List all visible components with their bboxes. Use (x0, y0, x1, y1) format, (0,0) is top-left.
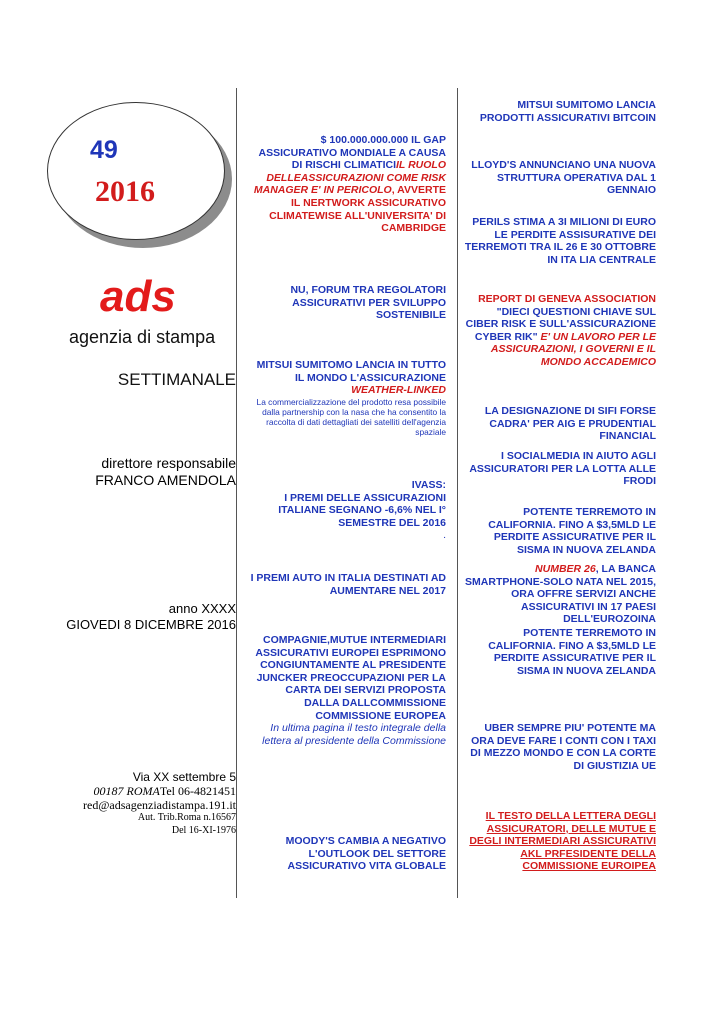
number26-label: NUMBER 26 (535, 563, 596, 575)
headline-moodys: MOODY'S CAMBIA A NEGATIVO L'OUTLOOK DEL SETTORE ASSICURATIVO VITA GLOBALE (285, 835, 446, 873)
headline-terremoto-2: POTENTE TERREMOTO IN CALIFORNIA. FINO A $3,5MLD LE PERDITE ASSICURATIVE PER IL SISMA IN NUOVA ZELANDA (488, 627, 656, 677)
geneva-blue: "DIECI QUESTIONI CHIAVE SUL CIBER RISK E SULL'ASSICURAZIONE CYBER RIK" (465, 305, 656, 343)
ivass-title: IVASS: (411, 479, 446, 491)
headline-terremoto-1: POTENTE TERREMOTO IN CALIFORNIA. FINO A $3,5MLD LE PERDITE ASSICURATIVE PER IL SISMA IN NUOVA ZELANDA (488, 506, 656, 556)
director-role: direttore responsabile (101, 455, 236, 471)
headline-socialmedia: I SOCIALMEDIA IN AIUTO AGLI ASSICURATORI PER LA LOTTA ALLE FRODI (469, 450, 656, 488)
weather-linked-label: WEATHER-LINKED (351, 384, 446, 397)
headline-number26: NUMBER 26, LA BANCA SMARTPHONE-SOLO NATA NEL 2015, ORA OFFRE SERVIZI ANCHE ASSICURATIVI IN 17 PAESI DELL'EUROZOINA (465, 563, 656, 626)
geneva-red: REPORT DI GENEVA ASSOCIATION (478, 293, 656, 305)
headline-nu-forum: NU, FORUM TRA REGOLATORI ASSICURATIVI PER SVILUPPO SOSTENIBILE (290, 284, 446, 322)
weather-linked-body: La commercializzazione del prodotto resa possibile dalla partnership con la nasa che ha consentito la raccolta di dati dettagliati dei satelliti dell'agenzia spaziale (256, 396, 446, 437)
ivass-body: I PREMI DELLE ASSICURAZIONI ITALIANE SEGNANO -6,6% NEL I° SEMESTRE DEL 2016 (278, 491, 446, 529)
headline-compagnie-mutue: COMPAGNIE,MUTUE INTERMEDIARI ASSICURATIVI EUROPEI ESPRIMONO CONGIUNTAMENTE AL PRESIDENTE JUNCKER PREOCCUPAZIONI PER LA CARTA DEI SERVIZI PROPOSTA DALLA DALLCOMMISSIONE COMMISSIONE EUROPEA In ultima pagina il testo integrale della lettera al presidente della Commissione (250, 634, 446, 747)
headline-weather-linked: MITSUI SUMITOMO LANCIA IN TUTTO IL MONDO L'ASSICURAZIONE WEATHER-LINKED La commercializzazione del prodotto resa possibile dalla partnership con la nasa che ha consentito la raccolta di dati dettagliati dei satelliti dell'agenzia spaziale (250, 359, 446, 437)
headline-gap-red: , AVVERTE IL NERTWORK ASSICURATIVO CLIMATEWISE ALL'UNIVERSITA' DI CAMBRIDGE (269, 184, 446, 235)
contact-phone: Tel 06-4821451 (159, 784, 236, 798)
issue-date: GIOVEDI 8 DICEMBRE 2016 (66, 617, 236, 632)
issue-year: 2016 (95, 175, 155, 208)
headline-geneva-association (464, 293, 656, 369)
headline-gap-red-italic: IL RUOLO DELLEASSICURAZIONI COME RISK MANAGER E' IN PERICOLO (253, 159, 446, 197)
headline-lloyds: LLOYD'S ANNUNCIANO UNA NUOVA STRUTTURA OPERATIVA DAL 1 GENNAIO (471, 159, 656, 197)
headline-mitsui-bitcoin: MITSUI SUMITOMO LANCIA PRODOTTI ASSICURATIVI BITCOIN (479, 99, 656, 124)
headline-ivass: IVASS: I PREMI DELLE ASSICURAZIONI ITALIANE SEGNANO -6,6% NEL I° SEMESTRE DEL 2016 . (278, 479, 446, 542)
year-label: anno XXXX (168, 601, 236, 616)
issue-number: 49 (90, 136, 118, 164)
column-divider-right (457, 88, 458, 898)
frequency-label: SETTIMANALE (117, 370, 236, 389)
contact-email[interactable]: red@adsagenziadistampa.191.it (83, 798, 236, 812)
headline-sifi: LA DESIGNAZIONE DI SIFI FORSE CADRA' PER AIG E PRUDENTIAL FINANCIAL (484, 405, 656, 443)
ads-logo: ads (100, 272, 176, 321)
contact-address: Via XX settembre 5 (132, 770, 236, 784)
headline-perils: PERILS STIMA A 3I MILIONI DI EURO LE PERDITE ASSISURATIVE DEI TERREMOTI TRA IL 26 E 30 OTTOBRE IN ITA LIA CENTRALE (464, 216, 656, 266)
headline-premi-auto: I PREMI AUTO IN ITALIA DESTINATI AD AUMENTARE NEL 2017 (250, 572, 446, 597)
contact-phone-line (94, 784, 236, 799)
contact-authorization: Aut. Trib.Roma n.16567 (137, 812, 236, 823)
director-name: FRANCO AMENDOLA (95, 472, 236, 488)
headline-uber: UBER SEMPRE PIU' POTENTE MA ORA DEVE FARE I CONTI CON I TAXI DI MEZZO MONDO E CON LA CORTE DI GIUSTIZIA UE (470, 722, 656, 772)
agency-subtitle: agenzia di stampa (69, 327, 216, 347)
headline-gap-climatico: $ 100.000.000.000 IL GAP ASSICURATIVO MONDIALE A CAUSA DI RISCHI CLIMATICIIL RUOLO DELLEASSICURAZIONI COME RISK MANAGER E' IN PERICOLO, AVVERTE IL NERTWORK ASSICURATIVO CLIMATEWISE ALL'UNIVERSITA' DI CAMBRIDGE (253, 134, 446, 235)
geneva-red-italic: E' UN LAVORO PER LE ASSICURAZIONI, I GOVERNI E IL MONDO ACCADEMICO (490, 330, 656, 368)
contact-city: 00187 ROMA (93, 784, 160, 798)
contact-authorization-date: Del 16-XI-1976 (171, 825, 236, 836)
compagnie-caption: In ultima pagina il testo integrale della lettera al presidente della Commissione (262, 722, 446, 747)
issue-badge (47, 102, 225, 240)
column-divider-left (236, 88, 237, 898)
headline-testo-lettera[interactable]: IL TESTO DELLA LETTERA DEGLI ASSICURATORI, DELLE MUTUE E DEGLI INTERMEDIARI ASSICURATIVI AKL PRFESIDENTE DELLA COMMISSIONE EUROIPEA (469, 810, 656, 873)
